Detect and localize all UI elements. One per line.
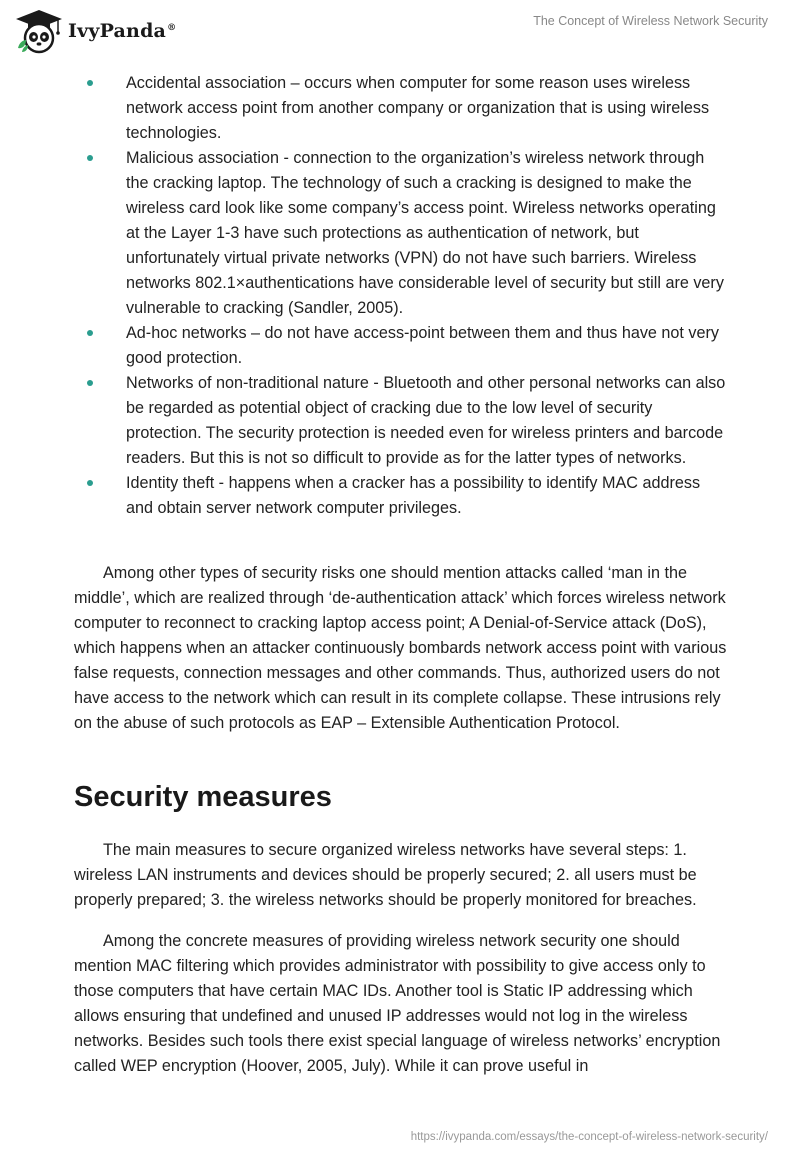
paragraph-risks: Among other types of security risks one should mention attacks called ‘man in the middle’, which are realized through ‘de-authentication attack’ which forces wireless network computer to reconnect to cracking laptop access point; A Denial-of-Service attack (DoS), which happens when an attacker continuously bombards network access point with various false requests, connection messages and other commands. Thus, authorized users do not have access to the network which can result in its complete collapse. These intrusions rely on the abuse of such protocols as EAP – Extensible Authentication Protocol. [74, 564, 727, 732]
risk-bullet-list [0, 71, 800, 521]
bullet-dot-icon [87, 155, 93, 161]
list-item: Malicious association - connection to the organization’s wireless network through the cracking laptop. The technology of such a cracking is designed to make the wireless card look like some company’s access point. Wireless networks operating at the Layer 1-3 have such protections as authentication of network, but unfortunately virtual private networks (VPN) do not have such barriers. Wireless networks 802.1×authentications have considerable level of security but still are very vulnerable to cracking (Sandler, 2005). [0, 146, 800, 321]
page-header [0, 0, 800, 64]
list-item: Networks of non-traditional nature - Bluetooth and other personal networks can also be regarded as potential object of cracking due to the low level of security protection. The security protection is needed even for wireless printers and barcode readers. But this is not so difficult to provide as for the latter types of networks. [0, 371, 800, 471]
list-item: Identity theft - happens when a cracker has a possibility to identify MAC address and obtain server network computer privileges. [0, 471, 800, 521]
bullet-dot-icon [87, 330, 93, 336]
footer-url[interactable]: https://ivypanda.com/essays/the-concept-of-wireless-network-security/ [410, 1131, 768, 1143]
brand-logo[interactable] [14, 8, 176, 54]
bullet-dot-icon [87, 80, 93, 86]
document-title: The Concept of Wireless Network Security [533, 14, 768, 28]
bullet-dot-icon [87, 380, 93, 386]
paragraph-steps: The main measures to secure organized wireless networks have several steps: 1. wireless LAN instruments and devices should be properly secured; 2. all users must be properly prepared; 3. the wireless networks should be properly monitored for breaches. [74, 841, 697, 909]
list-item: Accidental association – occurs when computer for some reason uses wireless network access point from another company or organization that is using wireless technologies. [0, 71, 800, 146]
paragraph-concrete: Among the concrete measures of providing wireless network security one should mention MAC filtering which provides administrator with possibility to give access only to those computers that have certain MAC IDs. Another tool is Static IP addressing which allows ensuring that undefined and unused IP addresses would not log in the wireless networks. Besides such tools there exist special language of wireless networks’ encryption called WEP encryption (Hoover, 2005, July). While it can prove useful in [74, 932, 721, 1075]
panda-graduate-icon [14, 8, 64, 54]
section-heading: Security measures [74, 781, 332, 813]
bullet-dot-icon [87, 480, 93, 486]
brand-name: IvyPanda® [68, 20, 177, 42]
list-item: Ad-hoc networks – do not have access-point between them and thus have not very good protection. [0, 321, 800, 371]
